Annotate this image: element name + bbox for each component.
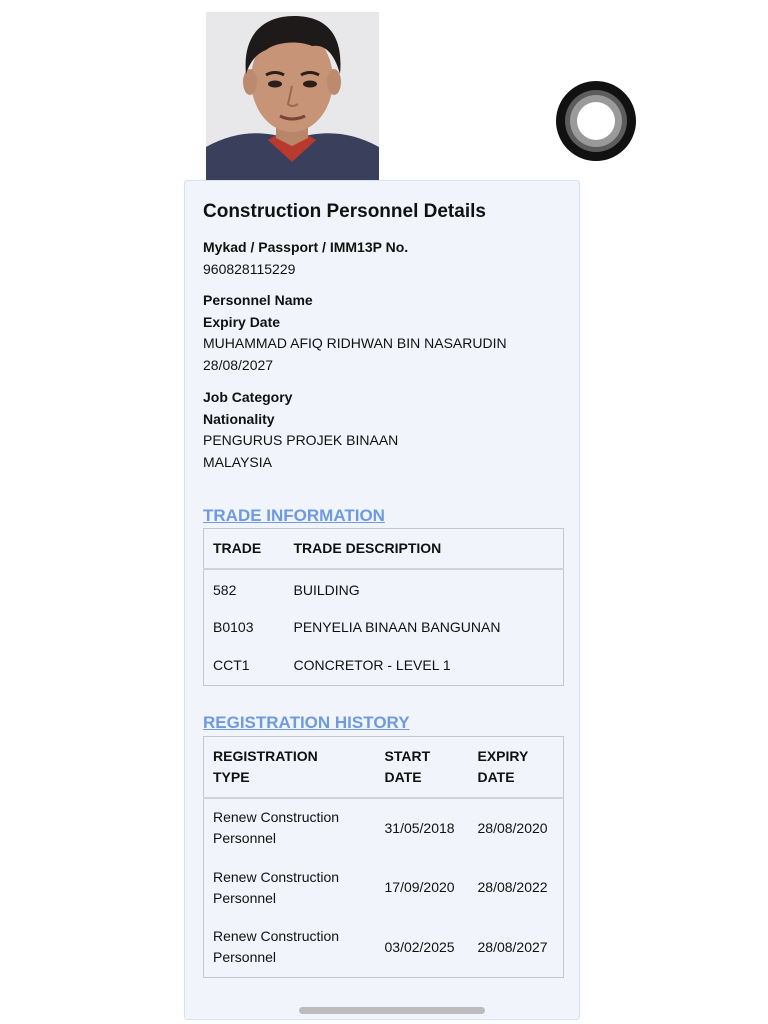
trade-column-header: TRADE	[204, 529, 285, 569]
registration-history-heading[interactable]: REGISTRATION HISTORY	[203, 713, 410, 732]
horizontal-scrollbar[interactable]	[299, 1007, 485, 1014]
personnel-photo	[206, 12, 379, 180]
header-line: EXPIRY	[477, 747, 529, 764]
trade-description: CONCRETOR - LEVEL 1	[293, 657, 451, 674]
header-line: TYPE	[213, 768, 250, 785]
person-portrait-icon	[206, 12, 379, 180]
trade-code: 582	[213, 581, 237, 598]
nationality-label: Nationality	[203, 411, 275, 427]
trade-code: CCT1	[213, 657, 250, 674]
registration-history-table	[203, 736, 564, 978]
registration-type-line: Personnel	[213, 830, 277, 846]
trade-description: PENYELIA BINAAN BANGUNAN	[293, 618, 501, 635]
expiry-date: 28/08/2020	[477, 819, 548, 836]
registration-type	[204, 858, 376, 918]
start-date: 31/05/2018	[384, 819, 455, 836]
id-label: Mykad / Passport / IMM13P No.	[203, 239, 409, 255]
expiry-date-column-header	[469, 737, 564, 798]
registration-type	[204, 798, 376, 858]
expiry-date: 28/08/2027	[477, 938, 548, 955]
table-row	[204, 647, 564, 686]
personnel-name-label: Personnel Name	[203, 292, 313, 308]
table-row	[204, 798, 564, 858]
start-date: 03/02/2025	[384, 938, 455, 955]
trade-code: B0103	[213, 618, 254, 635]
start-date: 17/09/2020	[384, 879, 455, 895]
registration-type-line: Personnel	[213, 949, 277, 966]
nationality-value: MALAYSIA	[203, 454, 272, 470]
expiry-date: 28/08/2022	[477, 879, 548, 895]
registration-type	[204, 918, 376, 978]
id-value: 960828115229	[203, 261, 296, 277]
table-row	[204, 569, 564, 608]
trade-table-header-row	[204, 529, 564, 569]
trade-information-table	[203, 528, 564, 686]
job-category-label: Job Category	[203, 389, 293, 405]
registration-type-column-header	[204, 737, 376, 798]
header-line: REGISTRATION	[213, 747, 318, 764]
registration-type-line: Renew Construction	[213, 928, 340, 945]
trade-description: BUILDING	[293, 581, 360, 598]
trade-information-heading[interactable]: TRADE INFORMATION	[203, 506, 385, 525]
trade-description-column-header: TRADE DESCRIPTION	[285, 529, 564, 569]
registration-table-header-row	[204, 737, 564, 798]
registration-type-line: Renew Construction	[213, 809, 340, 825]
table-row	[204, 608, 564, 647]
record-toggle-icon	[556, 81, 636, 161]
header-line: DATE	[477, 768, 515, 785]
expiry-date-label: Expiry Date	[203, 314, 281, 330]
table-row	[204, 918, 564, 978]
job-category-value: PENGURUS PROJEK BINAAN	[203, 432, 399, 448]
registration-type-line: Personnel	[213, 889, 277, 906]
header-line: DATE	[384, 768, 422, 785]
expiry-date-value: 28/08/2027	[203, 357, 274, 373]
personnel-name-value: MUHAMMAD AFIQ RIDHWAN BIN NASARUDIN	[203, 335, 507, 351]
header-line: START	[384, 747, 431, 764]
record-toggle-button[interactable]	[556, 81, 636, 161]
table-row	[204, 858, 564, 918]
personnel-details-card	[184, 180, 580, 1020]
registration-type-line: Renew Construction	[213, 868, 340, 885]
start-date-column-header	[376, 737, 469, 798]
card-title: Construction Personnel Details	[203, 201, 486, 222]
